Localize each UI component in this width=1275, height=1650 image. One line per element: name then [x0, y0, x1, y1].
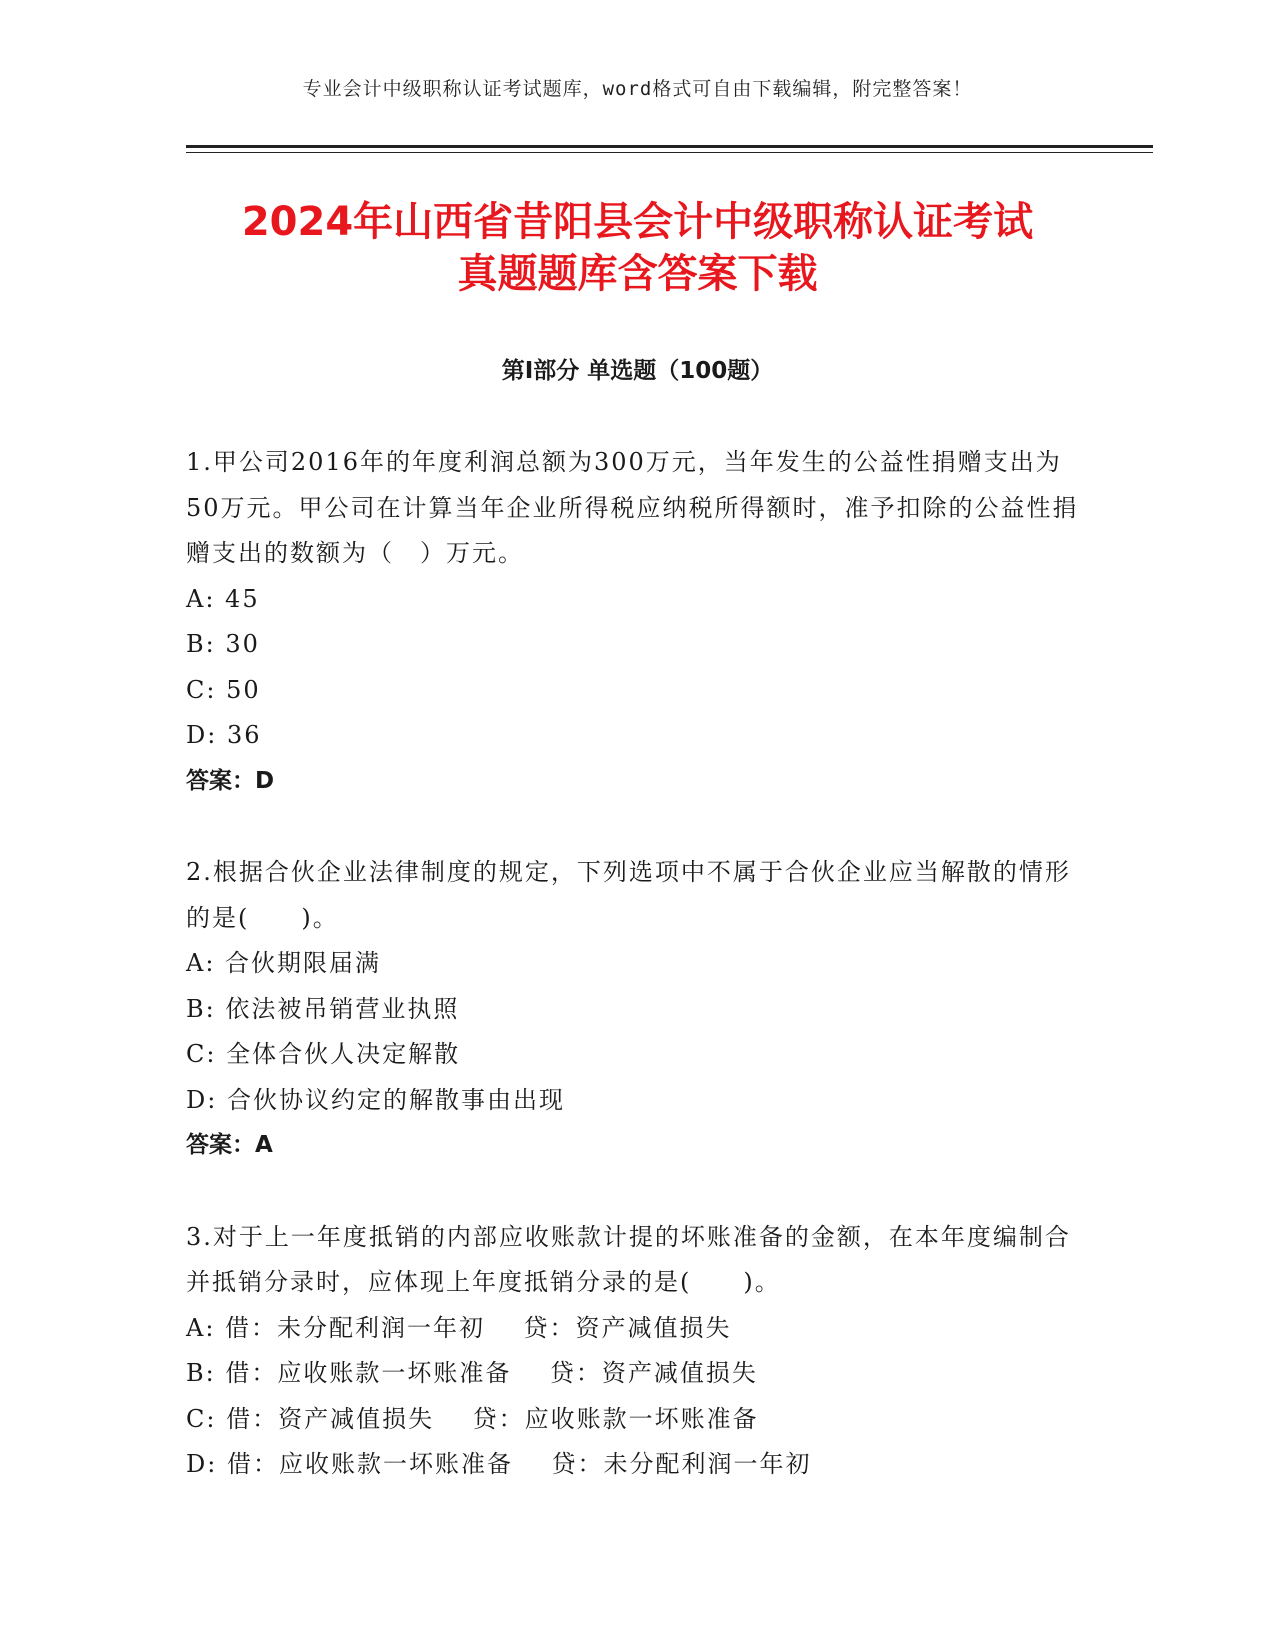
document-title — [150, 196, 1125, 300]
option-d: D: 36 — [186, 721, 262, 749]
question-1 — [186, 440, 1086, 804]
question-stem: 3.对于上一年度抵销的内部应收账款计提的坏账准备的金额，在本年度编制合并抵销分录时，应体现上年度抵销分录的是( )。 — [186, 1222, 1071, 1296]
section-heading: 第Ⅰ部分 单选题（100题） — [501, 358, 774, 384]
question-stem: 1.甲公司2016年的年度利润总额为300万元，当年发生的公益性捐赠支出为50万元。甲公司在计算当年企业所得税应纳税所得额时，准予扣除的公益性捐赠支出的数额为（ ）万元。 — [186, 448, 1079, 567]
option-d: D: 借：应收账款一坏账准备 贷：未分配利润一年初 — [186, 1450, 812, 1478]
option-a: A: 合伙期限届满 — [186, 949, 382, 977]
header-rule-thin — [186, 152, 1153, 153]
option-a: A: 45 — [186, 584, 260, 613]
option-c: C: 借：资产减值损失 贷：应收账款一坏账准备 — [186, 1404, 759, 1433]
option-c: C: 50 — [186, 675, 261, 704]
option-d: D: 合伙协议约定的解散事由出现 — [186, 1085, 565, 1114]
answer-label: 答案：D — [186, 767, 275, 794]
question-stem: 2.根据合伙企业法律制度的规定，下列选项中不属于合伙企业应当解散的情形的是( )。 — [186, 858, 1071, 932]
document-title-line-2: 真题题库含答案下载 — [457, 251, 818, 297]
header-rule-thick — [186, 145, 1153, 148]
option-c: C: 全体合伙人决定解散 — [186, 1040, 461, 1068]
option-b: B: 30 — [186, 630, 260, 658]
option-b: B: 依法被吊销营业执照 — [186, 994, 460, 1023]
option-b: B: 借：应收账款一坏账准备 贷：资产减值损失 — [186, 1359, 758, 1387]
option-a: A: 借：未分配利润一年初 贷：资产减值损失 — [186, 1313, 732, 1342]
question-list — [186, 440, 1086, 1534]
document-title-line-1: 2024年山西省昔阳县会计中级职称认证考试 — [241, 199, 1034, 245]
header-note: 专业会计中级职称认证考试题库，word格式可自由下载编辑，附完整答案！ — [302, 78, 973, 100]
answer-label: 答案：A — [186, 1132, 273, 1158]
question-2 — [186, 850, 1086, 1169]
question-3 — [186, 1215, 1086, 1488]
